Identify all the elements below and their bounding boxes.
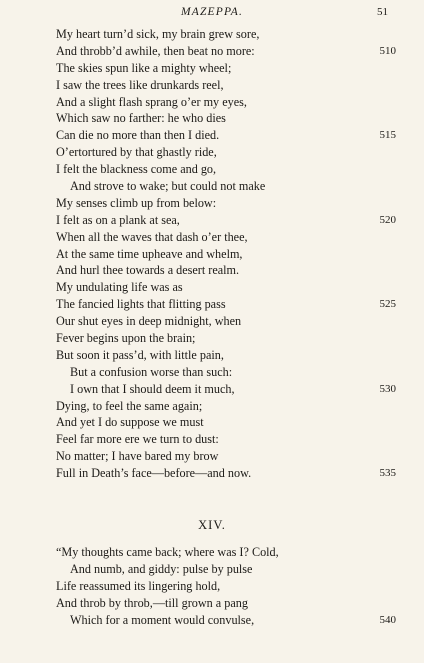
verse-line-text: I own that I should deem it much, <box>70 381 235 396</box>
verse-line <box>56 195 396 212</box>
verse-line <box>56 313 396 330</box>
verse-line <box>56 144 396 161</box>
verse-line-text: Feel far more ere we turn to dust: <box>56 432 219 447</box>
verse-line <box>56 26 396 43</box>
stanza-1 <box>56 26 396 482</box>
verse-line <box>56 347 396 364</box>
verse-line-text: No matter; I have bared my brow <box>56 449 219 464</box>
verse-line-text: And throb by throb,—till grown a pang <box>56 595 248 610</box>
verse-line <box>56 595 396 612</box>
verse-line-text: My undulating life was as <box>56 280 183 295</box>
verse-line-text: And hurl thee towards a desert realm. <box>56 263 240 278</box>
verse-line-text: Fever begins upon the brain; <box>56 331 196 346</box>
verse-line-text: But a confusion worse than such: <box>70 364 233 379</box>
page-number: 51 <box>377 6 388 18</box>
line-number: 525 <box>379 298 396 311</box>
verse-line <box>56 431 396 448</box>
verse-line <box>56 330 396 347</box>
verse-line-text: I saw the trees like drunkards reel, <box>56 77 224 92</box>
verse-line-text: My senses climb up from below: <box>56 195 217 210</box>
verse-line-text: Which for a moment would convulse, <box>70 612 255 627</box>
verse-line <box>56 465 396 482</box>
verse-line <box>56 448 396 465</box>
verse-line-text: And yet I do suppose we must <box>56 415 204 430</box>
verse-line-text: Full in Death’s face—before—and now. <box>56 466 252 481</box>
section-heading: XIV. <box>198 518 226 532</box>
verse-line-text: I felt as on a plank at sea, <box>56 212 180 227</box>
verse-line-text: And a slight flash sprang o’er my eyes, <box>56 94 247 109</box>
verse-line-text: And strove to wake; but could not make <box>70 179 266 194</box>
running-title: MAZEPPA. <box>180 6 244 18</box>
verse-line <box>56 43 396 60</box>
verse-line <box>56 178 396 195</box>
verse-line <box>56 414 396 431</box>
verse-line <box>56 561 396 578</box>
verse-line-text: But soon it pass’d, with little pain, <box>56 347 224 362</box>
line-number: 540 <box>379 613 396 626</box>
verse-line <box>56 398 396 415</box>
verse-line <box>56 262 396 279</box>
line-number: 535 <box>379 467 396 480</box>
verse-line-text: When all the waves that dash o’er thee, <box>56 229 248 244</box>
verse-line-text: The fancied lights that flitting pass <box>56 297 226 312</box>
verse-line <box>56 212 396 229</box>
line-number: 510 <box>379 44 396 57</box>
verse-line <box>56 77 396 94</box>
verse-line-text: I felt the blackness come and go, <box>56 162 217 177</box>
verse-line-text: Can die no more than then I died. <box>56 128 220 143</box>
verse-line <box>56 246 396 263</box>
verse-line <box>56 127 396 144</box>
verse-line-text: O’ertortured by that ghastly ride, <box>56 145 217 160</box>
line-number: 515 <box>379 129 396 142</box>
verse-line <box>56 60 396 77</box>
verse-line-text: My heart turn’d sick, my brain grew sore, <box>56 27 260 41</box>
verse-line-text: At the same time upheave and whelm, <box>56 246 243 261</box>
verse-line <box>56 94 396 111</box>
verse-line <box>56 381 396 398</box>
verse-line <box>56 364 396 381</box>
verse-line-text: Which saw no farther: he who dies <box>56 111 226 126</box>
verse-line <box>56 578 396 595</box>
line-number: 520 <box>379 213 396 226</box>
verse-line-text: The skies spun like a mighty wheel; <box>56 60 232 75</box>
verse-line-text: Dying, to feel the same again; <box>56 398 203 413</box>
verse-line <box>56 161 396 178</box>
verse-line <box>56 110 396 127</box>
verse-line-text: And numb, and giddy: pulse by pulse <box>70 561 253 576</box>
verse-line-text: Life reassumed its lingering hold, <box>56 578 221 593</box>
verse-line-text: “My thoughts came back; where was I? Cold, <box>56 545 279 559</box>
line-number: 530 <box>379 382 396 395</box>
verse-line <box>56 279 396 296</box>
verse-line <box>56 229 396 246</box>
verse-line-text: And throbb’d awhile, then beat no more: <box>56 43 255 58</box>
verse-line <box>56 612 396 629</box>
verse-line-text: Our shut eyes in deep midnight, when <box>56 314 242 329</box>
running-head <box>0 6 424 20</box>
verse-line <box>56 296 396 313</box>
verse-line <box>56 544 396 561</box>
stanza-2 <box>56 544 396 628</box>
